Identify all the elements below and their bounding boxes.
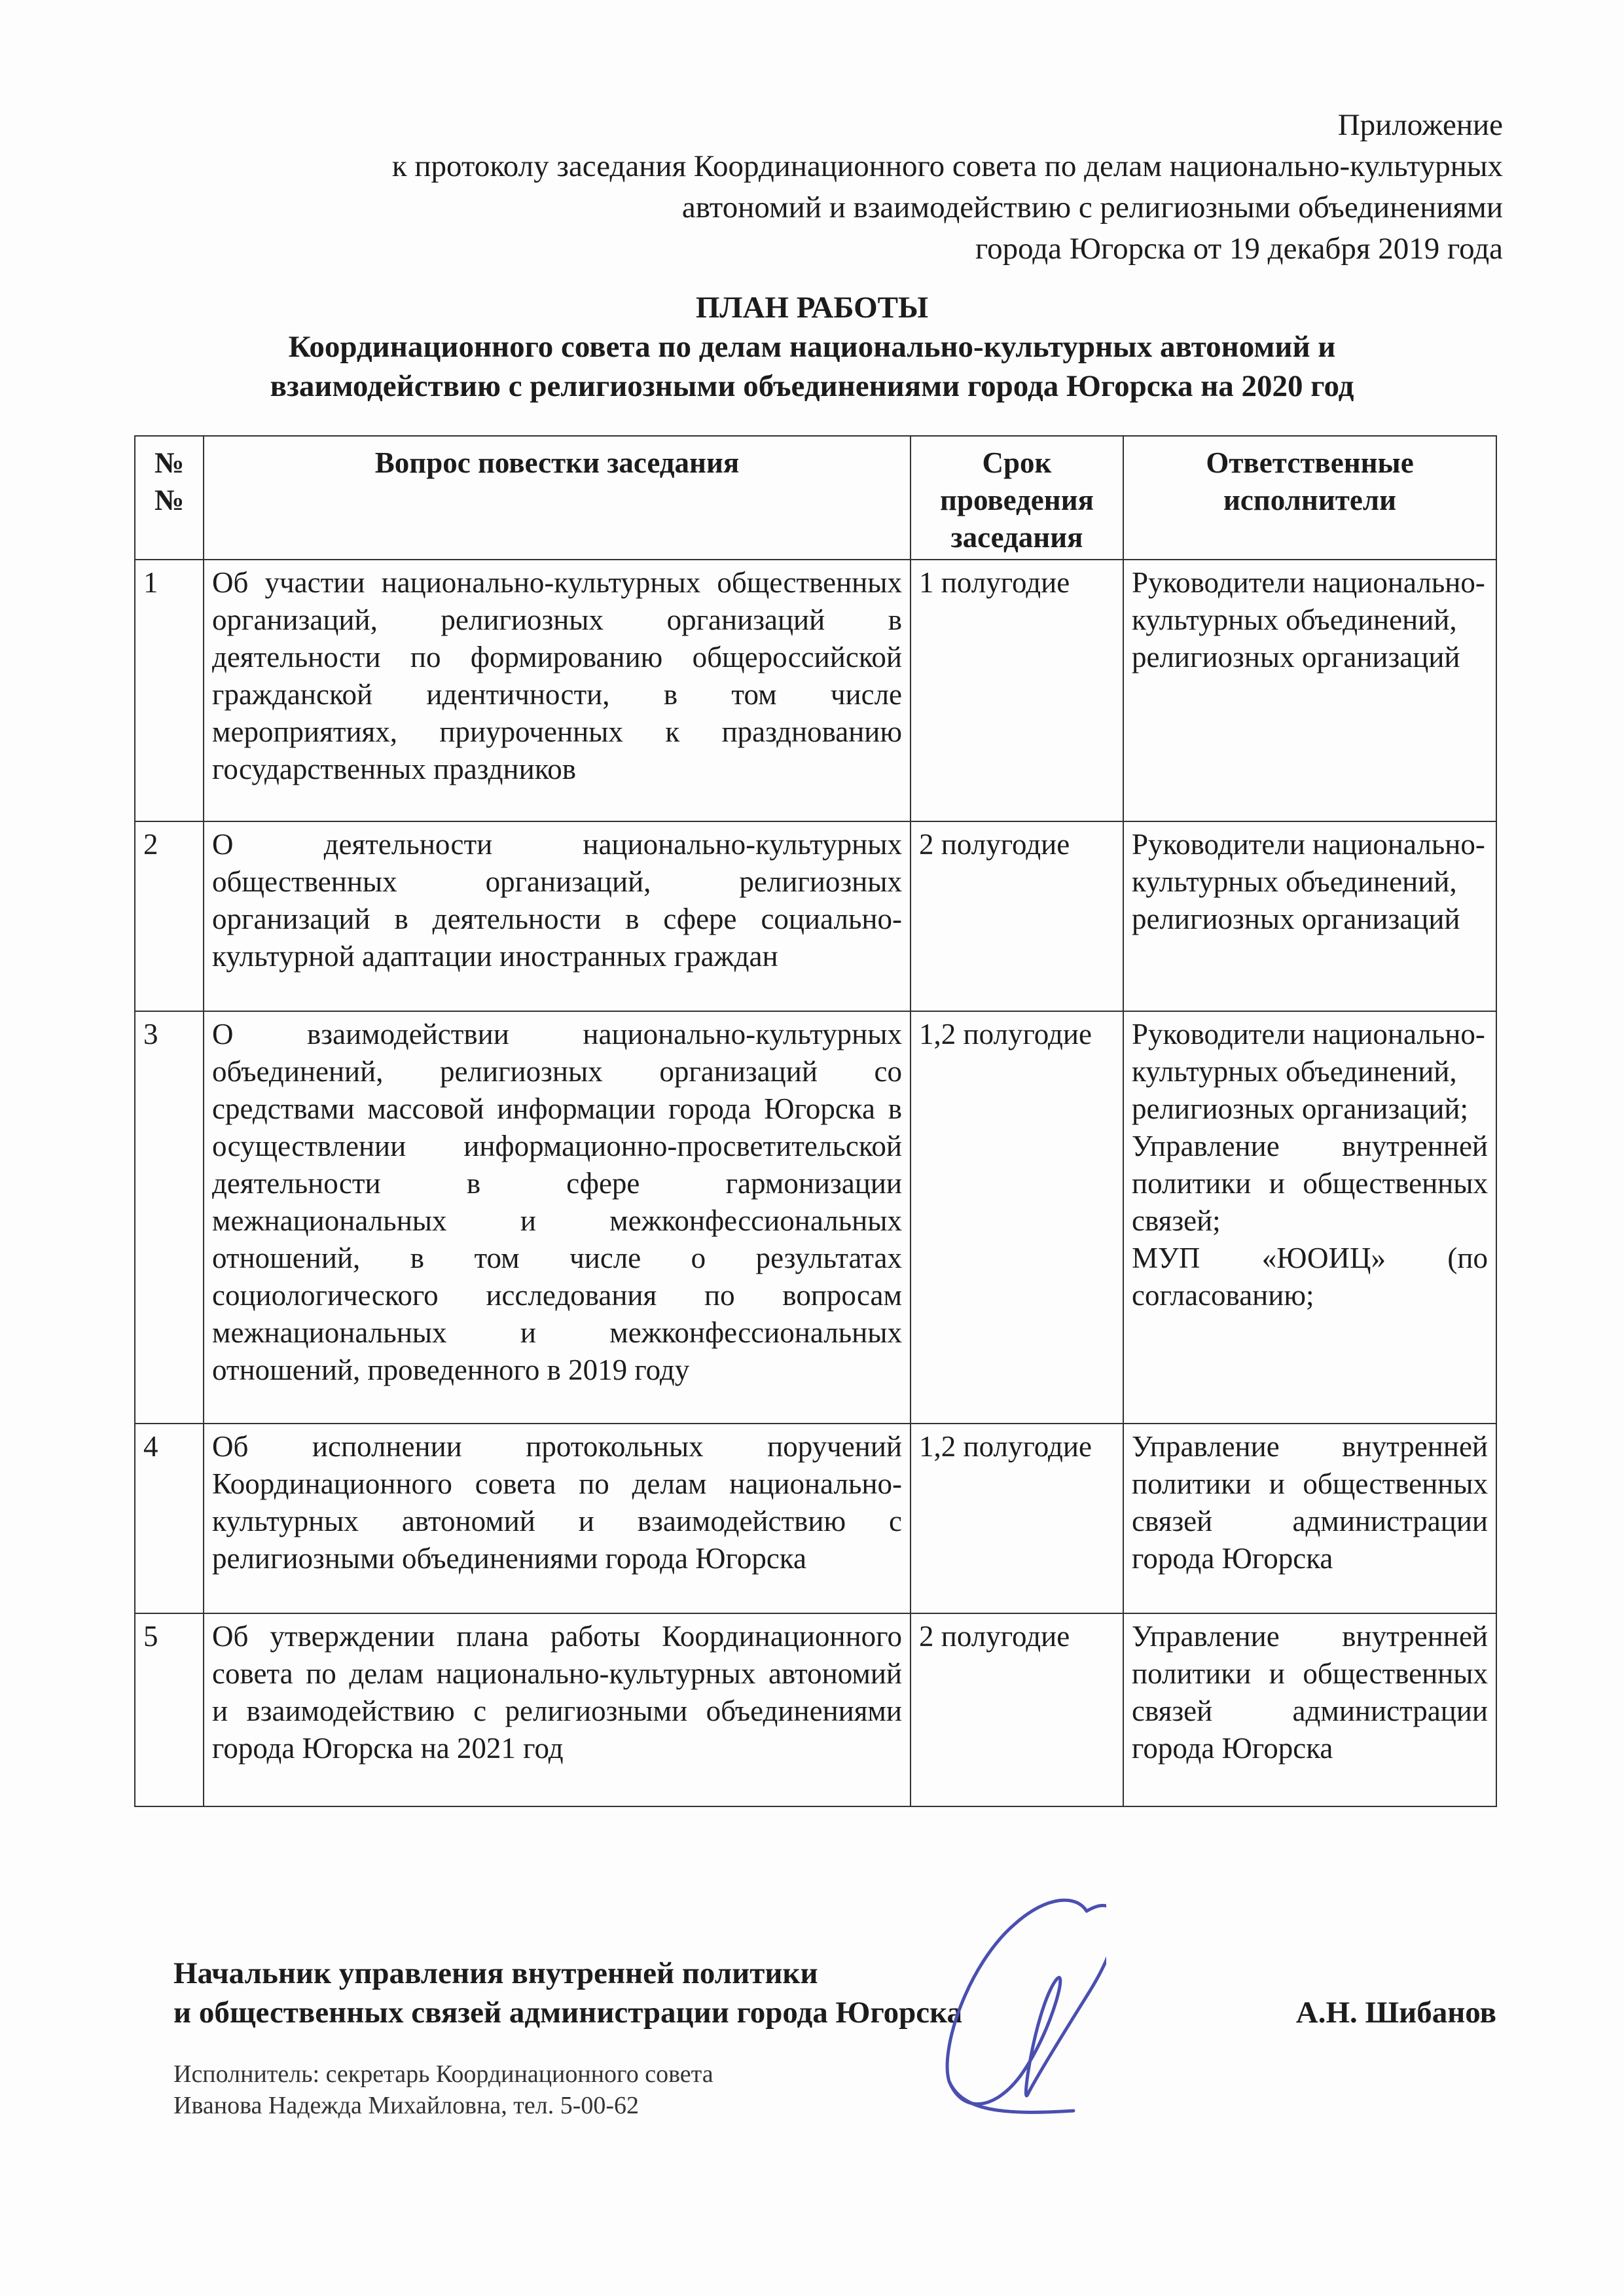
title-line: Координационного совета по делам национально-культурных автономий и	[288, 330, 1336, 364]
responsible-line: религиозных организаций	[1132, 903, 1460, 935]
row-question: Об исполнении протокольных поручений Координационного совета по делам национально-культурных автономий и взаимодействию с религиозными объединениями города Югорска	[204, 1424, 911, 1613]
document-title	[0, 288, 1624, 406]
header-responsible: Ответственные исполнители	[1123, 436, 1496, 560]
annex-line: Приложение	[1337, 108, 1503, 142]
header-term: Срок проведения заседания	[911, 436, 1123, 560]
header-question: Вопрос повестки заседания	[204, 436, 911, 560]
executor-line: Исполнитель: секретарь Координационного совета	[173, 2060, 713, 2088]
executor-line: Иванова Надежда Михайловна, тел. 5-00-62	[173, 2092, 640, 2119]
annex-line: к протоколу заседания Координационного совета по делам национально-культурных	[391, 149, 1503, 183]
responsible-line: Управление внутренней политики и общественных связей;	[1132, 1130, 1488, 1237]
responsible-line: Руководители национально-культурных объединений, религиозных организаций;	[1132, 1018, 1485, 1125]
table-row	[135, 560, 1496, 821]
table-row	[135, 1424, 1496, 1613]
responsible-line: Управление внутренней политики и общественных связей администрации города Югорска	[1132, 1620, 1488, 1765]
title-line: взаимодействию с религиозными объединениями города Югорска на 2020 год	[270, 369, 1354, 403]
signatory-name: А.Н. Шибанов	[1295, 1996, 1496, 2030]
row-responsible	[1123, 821, 1496, 1011]
row-term: 2 полугодие	[911, 821, 1123, 1011]
row-responsible	[1123, 1424, 1496, 1613]
row-question: Об утверждении плана работы Координационного совета по делам национально-культурных автономий и взаимодействию с религиозными объединениями города Югорска на 2021 год	[204, 1613, 911, 1806]
responsible-line: Управление внутренней политики и общественных связей администрации города Югорска	[1132, 1430, 1488, 1575]
position-line: Начальник управления внутренней политики	[173, 1956, 818, 1990]
responsible-line: Руководители национально-культурных объединений,	[1132, 828, 1485, 898]
table-row	[135, 1011, 1496, 1424]
header-num: № №	[135, 436, 204, 560]
row-num: 4	[135, 1424, 204, 1613]
annex-line: города Югорска от 19 декабря 2019 года	[975, 232, 1503, 266]
row-question: Об участии национально-культурных общественных организаций, религиозных организаций в деятельности по формированию общероссийской гражданской идентичности, в том числе мероприятиях, приуроченных к празднованию государственных праздников	[204, 560, 911, 821]
row-question: О взаимодействии национально-культурных объединений, религиозных организаций со средствами массовой информации города Югорска в осуществлении информационно-просветительской деятельности в сфере гармонизации межнациональных и межконфессиональных отношений, в том числе о результатах социологического исследования по вопросам межнациональных и межконфессиональных отношений, проведенного в 2019 году	[204, 1011, 911, 1424]
annex-line: автономий и взаимодействию с религиозными объединениями	[681, 190, 1503, 224]
row-term: 2 полугодие	[911, 1613, 1123, 1806]
row-responsible	[1123, 1011, 1496, 1424]
row-question: О деятельности национально-культурных общественных организаций, религиозных организаций в деятельности в сфере социально-культурной адаптации иностранных граждан	[204, 821, 911, 1011]
annex-header	[392, 105, 1503, 270]
row-responsible	[1123, 1613, 1496, 1806]
row-num: 2	[135, 821, 204, 1011]
table-header-row	[135, 436, 1496, 560]
table-row	[135, 821, 1496, 1011]
work-plan-table	[134, 435, 1497, 1807]
executor-info	[173, 2058, 713, 2121]
row-num: 5	[135, 1613, 204, 1806]
responsible-line: религиозных организаций	[1132, 641, 1460, 673]
row-num: 1	[135, 560, 204, 821]
responsible-line: МУП «ЮОИЦ» (по согласованию;	[1132, 1242, 1488, 1312]
row-term: 1,2 полугодие	[911, 1424, 1123, 1613]
row-term: 1 полугодие	[911, 560, 1123, 821]
title-heading: ПЛАН РАБОТЫ	[695, 291, 929, 325]
row-term: 1,2 полугодие	[911, 1011, 1123, 1424]
signatory-position	[173, 1954, 962, 2032]
responsible-line: Руководители национально-культурных объединений,	[1132, 566, 1485, 636]
table-row	[135, 1613, 1496, 1806]
position-line: и общественных связей администрации города Югорска	[173, 1996, 962, 2030]
row-num: 3	[135, 1011, 204, 1424]
row-responsible	[1123, 560, 1496, 821]
handwritten-signature-icon	[923, 1885, 1106, 2121]
